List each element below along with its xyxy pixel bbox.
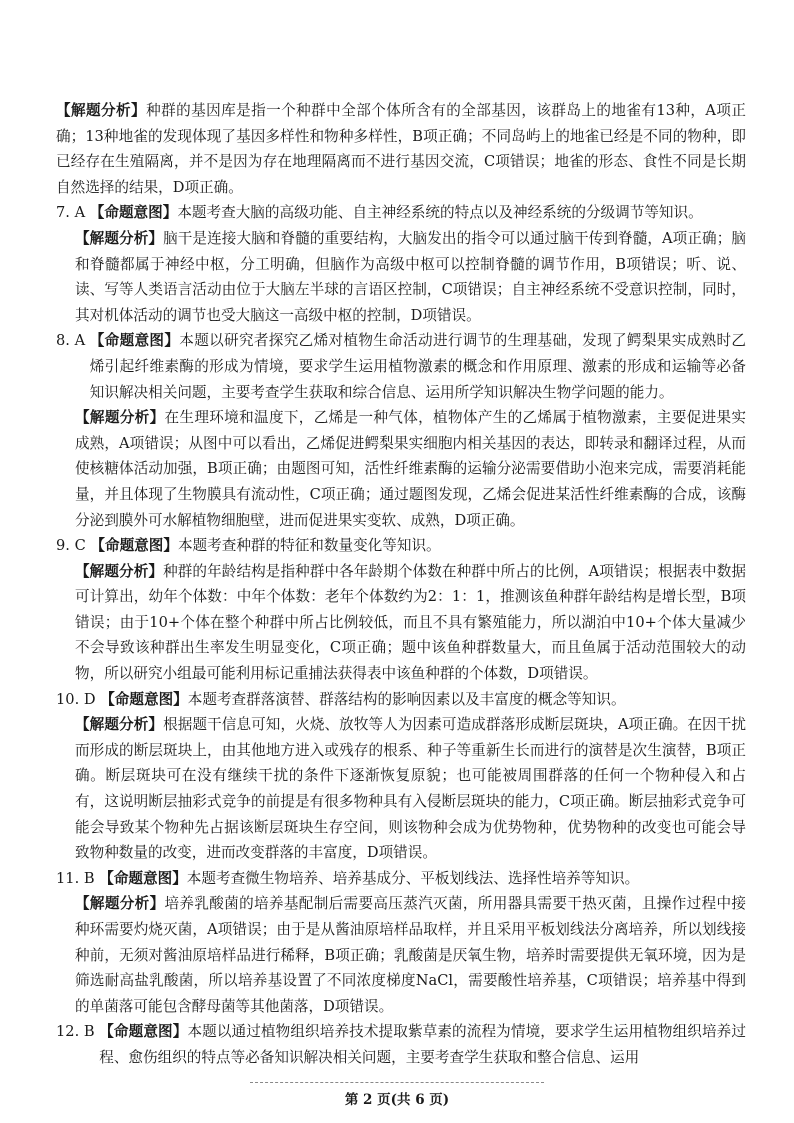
block-text: 本题考查大脑的高级功能、自主神经系统的特点以及神经系统的分级调节等知识。 [177, 204, 703, 222]
block-0 [56, 98, 746, 200]
block-text: 种群的年龄结构是指种群中各年龄期个体数在种群中所占的比例，A项错误；根据表中数据可计算出，幼年个体数：中年个体数：老年个体数约为2：1：1，推测该鱼种群年龄结构是增长型，B项错误；由于10+个体在整个种群中所占比例较低，而且不具有繁殖能力，所以湖泊中10+个体大量减少不会导致该种群出生率发生明显变化，C项正确；题中该鱼种群数量大，而且鱼属于活动范围较大的动物，所以研究小组最可能利用标记重捕法获得表中该鱼种群的个体数，D项错误。 [75, 562, 746, 683]
question-8 [56, 328, 746, 405]
question-number: 11. B [56, 869, 100, 887]
block-text: 本题考查种群的特征和数量变化等知识。 [177, 537, 441, 555]
tag-label: 【解题分析】 [75, 895, 165, 913]
analysis-8 [56, 405, 746, 533]
question-number: 7. A [56, 204, 90, 222]
block-text: 培养乳酸菌的培养基配制后需要高压蒸汽灭菌，所用器具需要干热灭菌，且操作过程中接种环需要灼烧灭菌，A项错误；由于是从酱油原培样品取样，并且采用平板划线法分离培养，所以划线接种前，无须对酱油原培样品进行稀释，B项正确；乳酸菌是厌氧生物，培养时需要提供无氧环境，因为是筛选耐高盐乳酸菌，所以培养基设置了不同浓度梯度NaCl，需要酸性培养基，C项错误；培养基中得到的单菌落可能包含酵母菌等其他菌落，D项错误。 [75, 895, 746, 1015]
tag-label: 【解题分析】 [56, 102, 147, 119]
footer-divider [250, 1082, 544, 1083]
block-text: 根据题干信息可知，火烧、放牧等人为因素可造成群落形成断层斑块，A项正确。在因干扰而形成的断层斑块上，由其他地方进入或残存的根系、种子等重新生长而进行的演替是次生演替，B项正确。断层斑块可在没有继续干扰的条件下逐渐恢复原貌；也可能被周围群落的任何一个物种侵入和占有，这说明断层抽彩式竞争的前提是有很多物种具有入侵断层斑块的能力，C项正确。断层抽彩式竞争可能会导致某个物种先占据该断层斑块生存空间，则该物种会成为优势物种，优势物种的改变也可能会导致物种数量的改变，进而改变群落的丰富度，D项错误。 [75, 716, 746, 862]
question-7 [56, 200, 746, 226]
block-text: 种群的基因库是指一个种群中全部个体所含有的全部基因，该群岛上的地雀有13种，A项正确；13种地雀的发现体现了基因多样性和物种多样性，B项正确；不同岛屿上的地雀已经是不同的物种，即已经存在生殖隔离，并不是因为存在地理隔离而不进行基因交流，C项错误；地雀的形态、食性不同是长期自然选择的结果，D项正确。 [56, 102, 746, 196]
question-number: 10. D [56, 690, 101, 708]
analysis-7 [56, 226, 746, 328]
question-11 [56, 866, 746, 892]
tag-label: 【解题分析】 [75, 716, 164, 734]
block-text: 本题考查群落演替、群落结构的影响因素以及丰富度的概念等知识。 [187, 690, 626, 708]
tag-label: 【命题意图】 [99, 1023, 188, 1041]
block-text: 在生理环境和温度下，乙烯是一种气体，植物体产生的乙烯属于植物激素，主要促进果实成熟，A项错误；从图中可以看出，乙烯促进鳄梨果实细胞内相关基因的表达，即转录和翻译过程，从而使核糖体活动加强，B项正确；由题图可知，活性纤维素酶的运输分泌需要借助小泡来完成，需要消耗能量，并且体现了生物膜具有流动性，C项正确；通过题图发现，乙烯会促进某活性纤维素酶的合成，该酶分泌到膜外可水解植物细胞壁，进而促进果实变软、成熟，D项正确。 [75, 409, 746, 529]
tag-label: 【解题分析】 [75, 409, 165, 427]
question-number: 9. C [56, 537, 91, 555]
tag-label: 【命题意图】 [99, 869, 187, 887]
tag-label: 【解题分析】 [75, 229, 164, 247]
analysis-10 [56, 712, 746, 866]
page-content [56, 98, 746, 1071]
question-12 [56, 1019, 746, 1070]
tag-label: 【命题意图】 [89, 332, 180, 350]
question-10 [56, 687, 746, 713]
analysis-11 [56, 891, 746, 1019]
tag-label: 【命题意图】 [89, 204, 178, 222]
question-number: 8. A [56, 332, 90, 350]
tag-label: 【命题意图】 [100, 690, 188, 708]
block-text: 本题以研究者探究乙烯对植物生命活动进行调节的生理基础，发现了鳄梨果实成熟时乙烯引起纤维素酶的形成为情境，要求学生运用植物激素的概念和作用原理、激素的形成和运输等必备知识解决相关问题，主要考查学生获取和综合信息、运用所学知识解决生物学问题的能力。 [89, 332, 746, 401]
question-number: 12. B [56, 1023, 100, 1041]
analysis-9 [56, 559, 746, 687]
question-9 [56, 533, 746, 559]
block-text: 脑干是连接大脑和脊髓的重要结构，大脑发出的指令可以通过脑干传到脊髓，A项正确；脑和脊髓都属于神经中枢，分工明确，但脑作为高级中枢可以控制脊髓的调节作用，B项错误；听、说、读、写等人类语言活动由位于大脑左半球的言语区控制，C项错误；自主神经系统不受意识控制，同时，其对机体活动的调节也受大脑这一高级中枢的控制，D项错误。 [75, 229, 746, 324]
block-text: 本题考查微生物培养、培养基成分、平板划线法、选择性培养等知识。 [186, 869, 640, 887]
block-text: 本题以通过植物组织培养技术提取紫草素的流程为情境，要求学生运用植物组织培养过程、愈伤组织的特点等必备知识解决相关问题，主要考查学生获取和整合信息、运用 [99, 1023, 746, 1066]
tag-label: 【命题意图】 [90, 537, 178, 555]
tag-label: 【解题分析】 [75, 562, 164, 580]
page-footer: 第 2 页(共 6 页) [344, 1092, 450, 1108]
